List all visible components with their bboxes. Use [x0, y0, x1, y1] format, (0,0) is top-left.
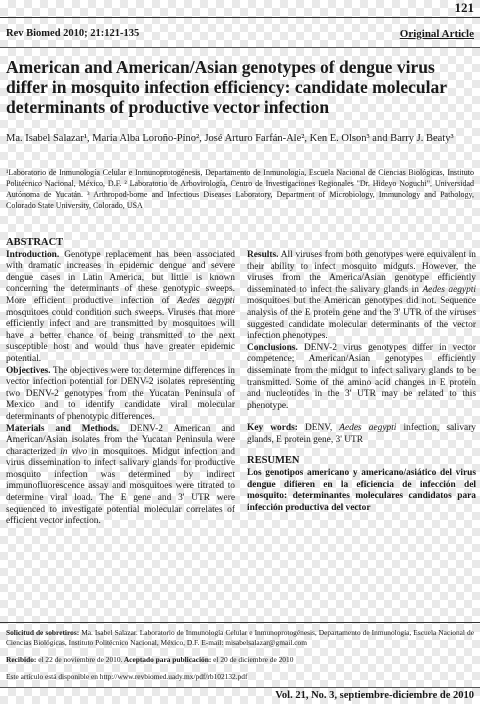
section-type-label: Original Article [399, 28, 474, 40]
footer-rule [0, 622, 480, 623]
objectives-text: The objectives were to: determine differences in vector infection potential for DENV-2 isolates representing two DENV-2 genotypes from the Yucatan Peninsula of Mexico and to identify candidate viral molecular determinants of phenotypic differences. [6, 365, 235, 422]
abstract-results [247, 250, 476, 343]
correspondence-text: Ma. Isabel Salazar. Laboratorio de Inmunología Celular e Inmunoprotogénesis, Departamento de Inmunología, Escuela Nacional de Ciencias Biológicas, Instituto Politécnico Nacional, México, D.F. E-mail: misabelsalazar@gmail.com [6, 628, 474, 647]
introduction-label: Introduction. [6, 249, 60, 260]
conclusions-label: Conclusions. [247, 342, 298, 353]
availability-note: Este artículo está disponible en http://www.revbiomed.uady.mx/pdf/rb102132.pdf [6, 672, 248, 681]
keywords-text-end: infection, salivary glands, E protein gene, 3' UTR [247, 423, 476, 445]
footer-rule-secondary [0, 687, 480, 688]
introduction-text: Genotype replacement has been associated with dramatic increases in epidemic dengue and severe dengue cases in Latin America, but little is known concerning the determinants of these genotypic sweeps. More efficient productive infection of [6, 249, 235, 306]
author-list: Ma. Isabel Salazar¹, María Alba Loroño-Pino², José Arturo Farfán-Ale², Ken E. Olson³ and Barry J. Beaty³ [6, 133, 454, 144]
species-name: Aedes aegypti [339, 423, 397, 434]
abstract-column-right [247, 250, 476, 514]
abstract-introduction [6, 250, 235, 366]
introduction-text-end: mosquitoes could condition such sweeps. Viruses that more efficiently infect and are transmitted by mosquitoes will have a better chance of being transmitted to the next susceptible host and would thus have greater epidemic potential. [6, 307, 235, 364]
methods-text-end: in mosquitoes. Midgut infection and virus dissemination to infect salivary glands for productive mosquito infection was determined by indirect immunofluorescence assay and mosquitoes were titrated to determine viral load. The E gene and 3' UTR were sequenced to investigate potential molecular correlates of efficient vector infection. [6, 446, 235, 527]
results-text-end: mosquitoes but the American genotypes did not. Sequence analysis of the E protein gene and the 3' UTR of the viruses suggested candidate molecular determinants of the vector infection phenotypes. [247, 296, 476, 342]
keywords [247, 423, 476, 446]
volume-info: Vol. 21, No. 3, septiembre-diciembre de 2010 [275, 690, 474, 701]
conclusions-text: DENV-2 virus genotypes differ in vector competence; American/Asian genotypes efficiently disseminate from the midgut to infect salivary glands to be transmitted. Some of the amino acid changes in E protein and nucleotides in the 3' UTR may be related to this phenotype. [247, 342, 476, 411]
submission-dates [6, 655, 293, 664]
keywords-text: DENV, [297, 423, 340, 434]
resumen-heading: RESUMEN [247, 454, 300, 466]
abstract-methods [6, 424, 235, 528]
journal-reference: Rev Biomed 2010; 21:121-135 [6, 28, 140, 39]
correspondence-note [6, 628, 474, 648]
header-rule-secondary [0, 47, 480, 48]
species-name: Aedes aegypti [177, 295, 235, 306]
received-date: el 22 de noviembre de 2010. [36, 655, 123, 664]
author-affiliations: ¹Laboratorio de Inmunología Celular e Inmunoprotogénesis, Departamento de Inmunología, Escuela Nacional de Ciencias Biológicas, Instituto Politécnico Nacional, México, D.F. ² Laboratorio de Arbovirología, Centro de Investigaciones Regionales "Dr. Hideyo Noguchi", Universidad Autónoma de Yucatán. ³ Arthropod-borne and Infectious Diseases Laboratory, Department of Microbiology, Immunology and Pathology, Colorado State University, Colorado, USA [6, 168, 474, 210]
in-vivo-term: in vivo [60, 446, 88, 457]
keywords-label: Key words: [247, 423, 298, 434]
resumen-title: Los genotipos americano y americano/asiático del virus dengue difieren en la eficiencia de infección del mosquito: determinantes moleculares candidatos para infección productiva del vector [247, 468, 476, 513]
objectives-label: Objectives. [6, 365, 51, 376]
abstract-heading: ABSTRACT [6, 237, 64, 248]
results-text: All viruses from both genotypes were equivalent in their ability to infect mosquito midguts. However, the viruses from the America/Asian genotype efficiently disseminated to infect the salivary glands in [247, 250, 476, 295]
abstract-conclusions [247, 343, 476, 413]
page-number: 121 [454, 0, 474, 15]
species-name: Aedes aegypti [422, 284, 476, 295]
methods-label: Materials and Methods. [6, 423, 119, 434]
accepted-date: el 20 de diciembre de 2010 [211, 655, 294, 664]
abstract-column-left [6, 237, 235, 528]
results-label: Results. [247, 250, 279, 260]
article-title: American and American/Asian genotypes of dengue virus differ in mosquito infection efficiency: candidate molecular determinants of productive vector infection [6, 57, 447, 117]
accepted-label: Aceptado para publicación: [122, 655, 212, 664]
correspondence-label: Solicitud de sobretiros: [6, 628, 80, 637]
header-rule [0, 17, 480, 18]
received-label: Recibido: [6, 655, 37, 664]
methods-text: DENV-2 American and American/Asian isolates from the Yucatan Peninsula were characterized [6, 423, 235, 457]
abstract-objectives [6, 366, 235, 424]
